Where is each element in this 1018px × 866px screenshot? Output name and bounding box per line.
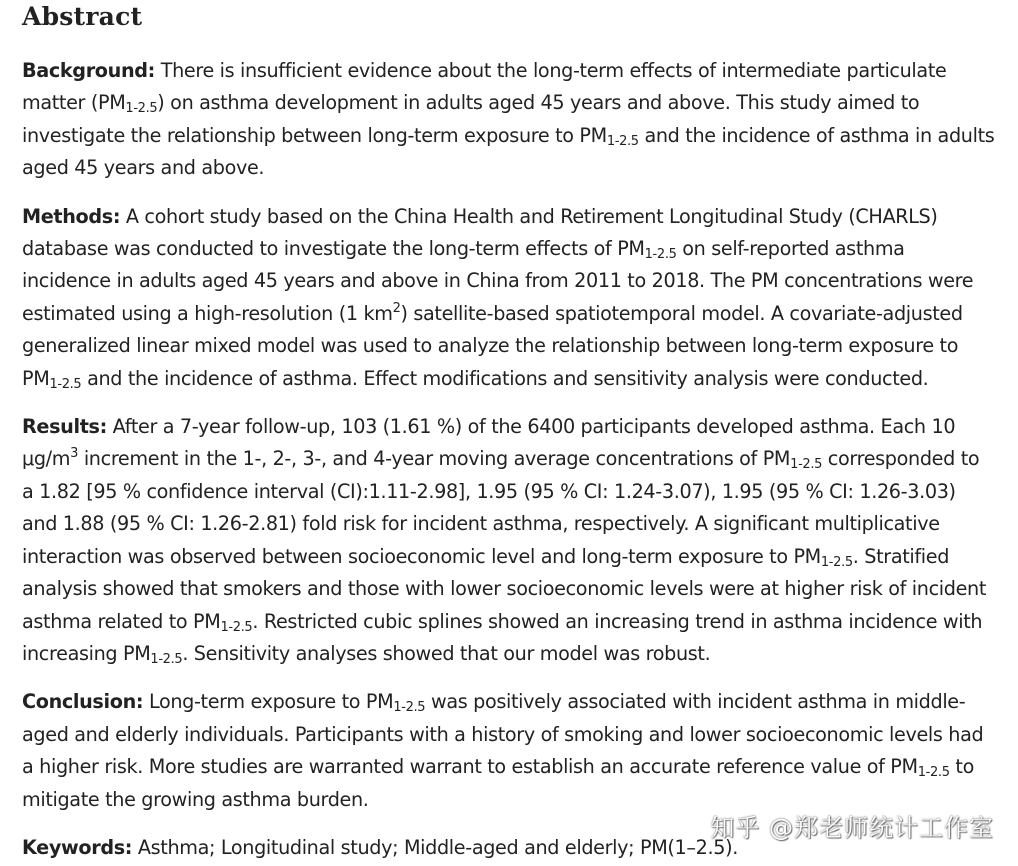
pm-subscript: 1-2.5 [644, 247, 677, 263]
background-paragraph [22, 55, 996, 185]
pm-subscript: 1-2.5 [790, 457, 823, 473]
methods-text-4: and the incidence of asthma. Effect modifications and sensitivity analysis were conducted. [81, 366, 929, 390]
pm-subscript: 1-2.5 [393, 700, 426, 716]
conclusion-text-3: to mitigate the growing asthma burden. [22, 755, 974, 811]
abstract-heading: Abstract [22, 2, 143, 31]
methods-paragraph [22, 201, 996, 395]
methods-text-1: A cohort study based on the China Health and Retirement Longitudinal Study (CHARLS) database was conducted to investigate the long-term effects of PM [22, 204, 938, 261]
results-text-4: . Stratified analysis showed that smokers and those with lower socioeconomic levels were at higher risk of incident asthma related to PM [22, 544, 987, 633]
background-text-2: ) on asthma development in adults aged 45 years and above. This study aimed to investigate the relationship between long-term exposure to PM [22, 91, 920, 147]
results-text-3: corresponded to a 1.82 [95 % confidence interval (CI):1.11-2.98], 1.95 (95 % CI: 1.24-3.07), 1.95 (95 % CI: 1.26-3.03) and 1.88 (95 % CI: 1.26-2.81) fold risk for incident asthma, respectively. A significant multiplicative interaction was observed between socioeconomic level and long-term exposure to PM [22, 447, 980, 568]
results-text-1: After a 7-year follow-up, 103 (1.61 %) of the 6400 participants developed asthma. Each 10 μg/m [22, 415, 956, 471]
conclusion-text-2: was positively associated with incident asthma in middle-aged and elderly individuals. Participants with a history of smoking and lower socioeconomic levels had a higher risk. More studies are warranted warrant to establish an accurate reference value of PM [22, 690, 984, 779]
results-paragraph [22, 411, 996, 670]
background-label: Background: [22, 59, 155, 82]
methods-label: Methods: [22, 204, 121, 228]
pm-subscript: 1-2.5 [150, 651, 183, 667]
methods-text-3: ) satellite-based spatiotemporal model. A covariate-adjusted generalized linear mixed model was used to analyze the relationship between long-term exposure to PM [22, 301, 963, 390]
conclusion-paragraph [22, 686, 996, 816]
pm-subscript: 1-2.5 [220, 619, 253, 635]
conclusion-text-1: Long-term exposure to PM [143, 690, 394, 714]
results-text-5: . Restricted cubic splines showed an increasing trend in asthma incidence with increasing PM [22, 609, 983, 665]
results-text-6: . Sensitivity analyses showed that our model was robust. [182, 641, 711, 665]
keywords-text: Asthma; Longitudinal study; Middle-aged and elderly; PM(1–2.5). [132, 835, 739, 859]
background-text-1: There is insufficient evidence about the long-term effects of intermediate particulate matter (PM [22, 59, 947, 115]
pm-subscript: 1-2.5 [49, 376, 82, 392]
results-label: Results: [22, 415, 107, 439]
background-text-3: and the incidence of asthma in adults aged 45 years and above. [22, 123, 995, 180]
km-superscript: 2 [392, 300, 401, 316]
pm-subscript: 1-2.5 [820, 554, 853, 570]
methods-text-2: on self-reported asthma incidence in adults aged 45 years and above in China from 2011 to 2018. The PM concentrations were estimated using a high-resolution (1 km [22, 237, 974, 325]
conclusion-label: Conclusion: [22, 690, 144, 714]
zhihu-watermark: 知乎 @郑老师统计工作室 [710, 814, 994, 842]
results-text-2: increment in the 1-, 2-, 3-, and 4-year moving average concentrations of PM [78, 447, 791, 471]
pm-subscript: 1-2.5 [606, 133, 639, 149]
keywords-label: Keywords: [22, 835, 133, 859]
pm-subscript: 1-2.5 [917, 765, 950, 781]
pm-subscript: 1-2.5 [125, 101, 158, 117]
m3-superscript: 3 [70, 446, 79, 462]
